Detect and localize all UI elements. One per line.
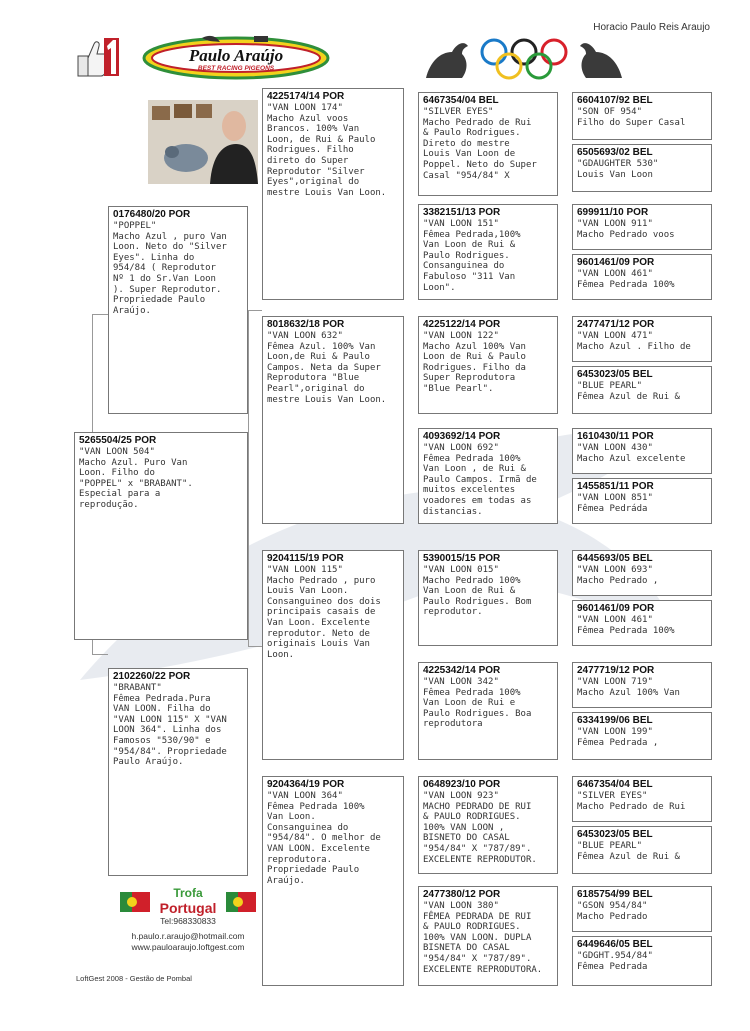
contact-country: Portugal — [159, 900, 217, 916]
bird-description: "VAN LOON 015" Macho Pedrado 100% Van Loon de Rui & Paulo Rodrigues. Bom reprodutor. — [423, 565, 532, 618]
main-bird-card — [74, 432, 248, 640]
ring-number: 4225342/14 POR — [423, 665, 501, 676]
ancestor-card — [572, 92, 712, 140]
bird-description: "BLUE PEARL" Fêmea Azul de Rui & — [577, 381, 680, 402]
bird-description: "VAN LOON 471" Macho Azul . Filho de — [577, 331, 691, 352]
ring-number: 699911/10 POR — [577, 207, 649, 218]
ring-number: 9204115/19 POR — [267, 553, 344, 564]
ring-number: 6185754/99 BEL — [577, 889, 653, 900]
olympic-rings-pigeons-icon — [424, 34, 624, 84]
bird-description: "VAN LOON 923" MACHO PEDRADO DE RUI & PAULO RODRIGUES. 100% VAN LOON , BISNETO DO CASAL "954/84" X "787/89". EXCELENTE REPRODUTOR. — [423, 791, 537, 865]
bird-description: "VAN LOON 342" Fêmea Pedrada 100% Van Loon de Rui e Paulo Rodrigues. Boa reprodutora — [423, 677, 532, 730]
great-grandparent-card — [418, 662, 558, 760]
ring-number: 4225122/14 POR — [423, 319, 501, 330]
ancestor-card — [572, 478, 712, 524]
ancestor-card — [572, 144, 712, 192]
contact-town: Trofa — [173, 886, 203, 900]
bird-description: "POPPEL" Macho Azul , puro Van Loon. Neto do "Silver Eyes". Linha do 954/84 ( Reprodutor Nº 1 do Sr.Van Loon ). Super Reprodutor. Propriedade Paulo Araújo. — [113, 221, 227, 316]
bird-description: "VAN LOON 115" Macho Pedrado , puro Louis Van Loon. Consanguineo dos dois principais casais de Van Loon. Excelente reprodutor. Neto de originais Louis Van Loon. — [267, 565, 381, 660]
ancestor-card — [572, 550, 712, 596]
contact-phone: Tel:968330833 — [160, 916, 216, 926]
ring-number: 2102260/22 POR — [113, 671, 191, 682]
bird-description: "BLUE PEARL" Fêmea Azul de Rui & — [577, 841, 680, 862]
portugal-flag-icon — [226, 892, 256, 912]
ancestor-card — [572, 662, 712, 708]
bird-description: "VAN LOON 122" Macho Azul 100% Van Loon de Rui & Paulo Rodrigues. Filho da Super Reprodutora "Blue Pearl". — [423, 331, 526, 394]
bird-description: "VAN LOON 151" Fêmea Pedrada,100% Van Loon de Rui & Paulo Rodrigues. Consanguinea do Fabuloso "311 Van Loon". — [423, 219, 521, 293]
ring-number: 1455851/11 POR — [577, 481, 654, 492]
ring-number: 6505693/02 BEL — [577, 147, 653, 158]
brand-logo — [142, 34, 330, 80]
owner-photo — [148, 100, 258, 184]
bird-description: "VAN LOON 364" Fêmea Pedrada 100% Van Loon. Consanguinea do "954/84". O melhor de VAN LOON. Excelente reprodutora. Propriedade Paulo Araújo. — [267, 791, 381, 886]
bird-description: "SON OF 954" Filho do Super Casal — [577, 107, 686, 128]
dam-card — [108, 668, 248, 876]
ring-number: 2477471/12 POR — [577, 319, 655, 330]
grandparent-card — [262, 88, 404, 300]
ancestor-card — [572, 826, 712, 874]
ancestor-card — [572, 600, 712, 646]
ring-number: 6453023/05 BEL — [577, 369, 653, 380]
owner-name: Horacio Paulo Reis Araujo — [593, 22, 710, 33]
bird-description: "SILVER EYES" Macho Pedrado de Rui — [577, 791, 686, 812]
ring-number: 6453023/05 BEL — [577, 829, 653, 840]
bird-description: "GSON 954/84" Macho Pedrado — [577, 901, 648, 922]
bird-description: "VAN LOON 430" Macho Azul excelente — [577, 443, 686, 464]
ring-number: 4225174/14 POR — [267, 91, 345, 102]
footer-software: LoftGest 2008 - Gestão de Pombal — [76, 974, 192, 983]
great-grandparent-card — [418, 776, 558, 874]
bird-description: "VAN LOON 380" FÊMEA PEDRADA DE RUI & PAULO RODRIGUES. 100% VAN LOON. DUPLA BISNETA DO CASAL "954/84" X "787/89". EXCELENTE REPRODUTORA. — [423, 901, 543, 975]
ring-number: 2477719/12 POR — [577, 665, 655, 676]
ring-number: 9601461/09 POR — [577, 257, 655, 268]
grandparent-card — [262, 316, 404, 524]
portugal-flag-icon — [120, 892, 150, 912]
bird-description: "VAN LOON 504" Macho Azul. Puro Van Loon. Filho do "POPPEL" x "BRABANT". Especial para a reprodução. — [79, 447, 193, 510]
grandparent-card — [262, 550, 404, 760]
ring-number: 6334199/06 BEL — [577, 715, 653, 726]
great-grandparent-card — [418, 550, 558, 646]
ring-number: 9204364/19 POR — [267, 779, 345, 790]
ancestor-card — [572, 712, 712, 760]
ring-number: 3382151/13 POR — [423, 207, 501, 218]
great-grandparent-card — [418, 204, 558, 300]
ring-number: 0176480/20 POR — [113, 209, 191, 220]
bird-description: "VAN LOON 174" Macho Azul voos Brancos. 100% Van Loon, de Rui & Paulo Rodrigues. Filho direto do Super Reprodutor "Silver Eyes",original do mestre Louis Van Loon. — [267, 103, 387, 198]
brand-tagline: BEST RACING PIGEONS — [197, 65, 275, 72]
great-grandparent-card — [418, 92, 558, 196]
ancestor-card — [572, 886, 712, 932]
sire-card — [108, 206, 248, 414]
ancestor-card — [572, 776, 712, 822]
ancestor-card — [572, 316, 712, 362]
ring-number: 1610430/11 POR — [577, 431, 654, 442]
brand-name: Paulo Araújo — [188, 46, 284, 65]
grandparent-card — [262, 776, 404, 986]
ring-number: 6604107/92 BEL — [577, 95, 653, 106]
great-grandparent-card — [418, 316, 558, 414]
ancestor-card — [572, 428, 712, 474]
contact-email[interactable]: h.paulo.r.araujo@hotmail.com — [131, 931, 245, 941]
bird-description: "GDGHT.954/84" Fêmea Pedrada — [577, 951, 653, 972]
ancestor-card — [572, 936, 712, 986]
bird-description: "VAN LOON 692" Fêmea Pedrada 100% Van Loon , de Rui & Paulo Campos. Irmã de muitos excelentes voadores em todas as distancias. — [423, 443, 537, 517]
bird-description: "BRABANT" Fêmea Pedrada.Pura VAN LOON. Filha do "VAN LOON 115" X "VAN LOON 364". Linha dos Famosos "530/90" e "954/84". Propriedade Paulo Araújo. — [113, 683, 227, 768]
contact-website[interactable]: www.pauloaraujo.loftgest.com — [131, 942, 245, 952]
bird-description: "VAN LOON 851" Fêmea Pedráda — [577, 493, 653, 514]
ring-number: 6445693/05 BEL — [577, 553, 653, 564]
ring-number: 9601461/09 POR — [577, 603, 655, 614]
bird-description: "VAN LOON 693" Macho Pedrado , — [577, 565, 659, 586]
bird-description: "VAN LOON 719" Macho Azul 100% Van — [577, 677, 680, 698]
bird-description: "VAN LOON 911" Macho Pedrado voos — [577, 219, 675, 240]
ancestor-card — [572, 204, 712, 250]
ring-number: 0648923/10 POR — [423, 779, 501, 790]
bird-description: "VAN LOON 461" Fêmea Pedrada 100% — [577, 615, 675, 636]
thumbs-up-number-one-icon — [74, 36, 120, 78]
ring-number: 6467354/04 BEL — [423, 95, 499, 106]
contact-block — [118, 886, 258, 953]
ring-number: 4093692/14 POR — [423, 431, 501, 442]
ancestor-card — [572, 254, 712, 300]
bird-description: "VAN LOON 461" Fêmea Pedrada 100% — [577, 269, 675, 290]
bird-description: "VAN LOON 632" Fêmea Azul. 100% Van Loon,de Rui & Paulo Campos. Neta da Super Reprodutora "Blue Pearl",original do mestre Louis Van Loon. — [267, 331, 387, 405]
ring-number: 5390015/15 POR — [423, 553, 501, 564]
ring-number: 6449646/05 BEL — [577, 939, 653, 950]
ancestor-card — [572, 366, 712, 414]
bird-description: "VAN LOON 199" Fêmea Pedrada , — [577, 727, 659, 748]
great-grandparent-card — [418, 886, 558, 986]
bird-description: "SILVER EYES" Macho Pedrado de Rui & Paulo Rodrigues. Direto do mestre Louis Van Loon de Poppel. Neto do Super Casal "954/84" X — [423, 107, 537, 181]
ring-number: 6467354/04 BEL — [577, 779, 653, 790]
ring-number: 2477380/12 POR — [423, 889, 501, 900]
bird-description: "GDAUGHTER 530" Louis Van Loon — [577, 159, 659, 180]
great-grandparent-card — [418, 428, 558, 524]
ring-number: 8018632/18 POR — [267, 319, 345, 330]
ring-number: 5265504/25 POR — [79, 435, 157, 446]
